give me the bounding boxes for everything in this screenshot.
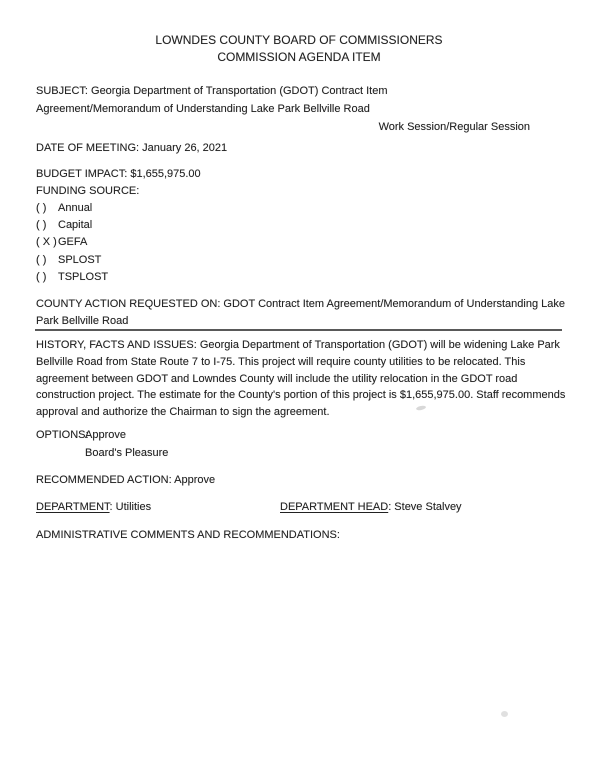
department-label: DEPARTMENT	[36, 501, 110, 513]
county-action-line: COUNTY ACTION REQUESTED ON: GDOT Contract Item Agreement/Memorandum of Understanding Lake	[36, 298, 565, 311]
document-header	[36, 32, 562, 66]
history-line: HISTORY, FACTS AND ISSUES: Georgia Department of Transportation (GDOT) will be widening Lake Park	[36, 339, 560, 352]
subject-line: SUBJECT: Georgia Department of Transportation (GDOT) Contract Item	[36, 85, 388, 97]
history-paragraph	[36, 337, 566, 421]
funding-source-label: SPLOST	[58, 253, 102, 266]
department-section	[36, 499, 562, 516]
option-item: Board's Pleasure	[85, 446, 169, 459]
funding-source-heading: FUNDING SOURCE:	[36, 185, 140, 197]
options-section	[36, 427, 562, 462]
document-title-line2: COMMISSION AGENDA ITEM	[217, 50, 381, 64]
checkbox-mark: ( )	[36, 219, 47, 232]
department-field	[36, 499, 280, 516]
option-item: Approve	[85, 429, 126, 441]
options-label: OPTIONS:	[36, 429, 89, 441]
funding-source-label: Annual	[58, 202, 93, 214]
county-action-paragraph	[36, 296, 565, 329]
checkbox-mark: ( X )	[36, 236, 57, 249]
subject-line: Agreement/Memorandum of Understanding Lake Park Bellville Road	[36, 102, 370, 115]
history-line: agreement between GDOT and Lowndes County will include the utility relocation in the GDOT road	[36, 372, 518, 385]
funding-source-list	[36, 200, 562, 286]
funding-source-item	[36, 217, 562, 234]
session-type: Work Session/Regular Session	[378, 121, 530, 133]
department-head-value: : Steve Stalvey	[388, 501, 462, 513]
subject-paragraph	[36, 83, 562, 118]
funding-source-label: TSPLOST	[58, 270, 109, 283]
meeting-date: DATE OF MEETING: January 26, 2021	[36, 142, 228, 154]
history-line: approval and authorize the Chairman to sign the agreement.	[36, 406, 330, 419]
history-line: Bellville Road from State Route 7 to I-75. This project will require county utilities to be relocated. This	[36, 355, 526, 368]
department-value: : Utilities	[109, 501, 152, 513]
admin-comments-heading: ADMINISTRATIVE COMMENTS AND RECOMMENDATIONS:	[36, 529, 340, 541]
checkbox-mark: ( )	[36, 270, 47, 283]
recommended-action: RECOMMENDED ACTION: Approve	[36, 474, 216, 486]
funding-source-label: Capital	[58, 219, 93, 232]
department-head-label: DEPARTMENT HEAD	[280, 501, 389, 513]
budget-impact: BUDGET IMPACT: $1,655,975.00	[36, 168, 201, 180]
options-list	[85, 427, 168, 462]
checkbox-mark: ( )	[36, 202, 47, 214]
funding-source-label: GEFA	[58, 236, 88, 249]
funding-source-item	[36, 252, 562, 269]
checkbox-mark: ( )	[36, 253, 47, 266]
scan-artifact	[501, 711, 508, 717]
funding-source-item	[36, 234, 562, 251]
department-head-field	[280, 499, 462, 516]
document-title-line1: LOWNDES COUNTY BOARD OF COMMISSIONERS	[155, 33, 443, 47]
history-line: construction project. The estimate for the County's portion of this project is $1,655,975.00. Staff recommends	[36, 389, 566, 402]
county-action-line: Park Bellville Road	[36, 314, 129, 327]
funding-source-item	[36, 269, 562, 286]
funding-source-item	[36, 200, 562, 217]
divider-rule	[35, 329, 562, 331]
